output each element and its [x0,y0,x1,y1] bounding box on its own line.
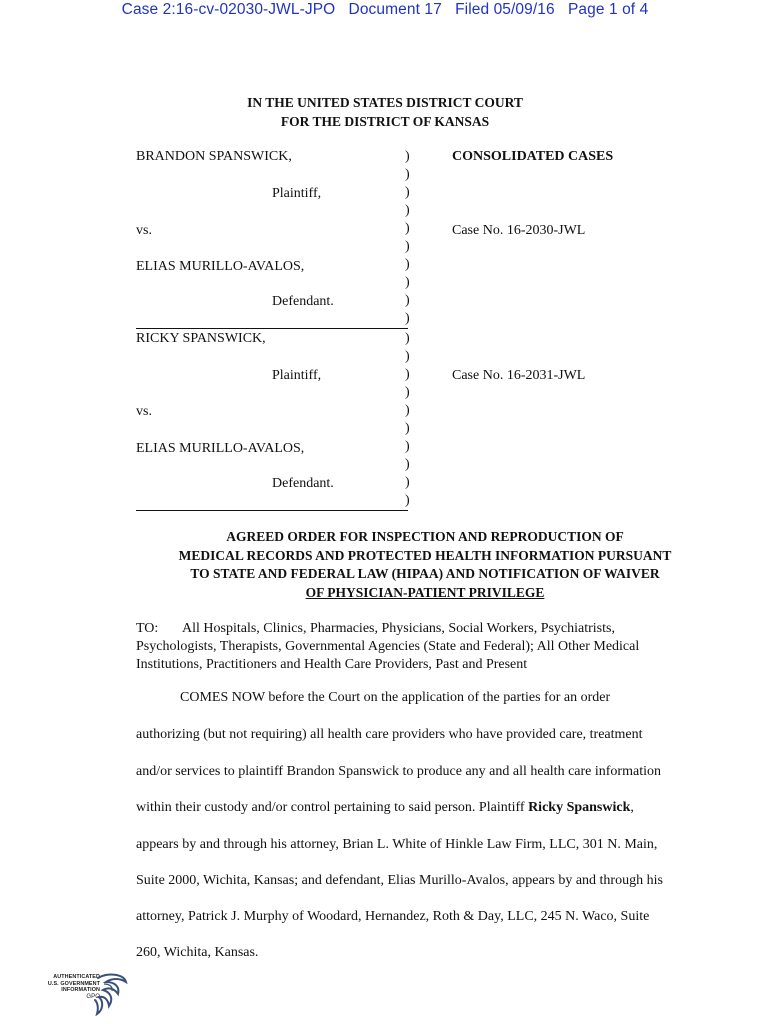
filing-header [0,1,770,19]
caption-paren: ) [405,167,410,182]
case2-plaintiff-role: Plaintiff, [272,368,322,383]
plaintiff-name-bold: Ricky Spanswick [528,800,631,815]
caption-paren: ) [405,239,410,254]
gpo-seal-line-2: U.S. GOVERNMENT [47,980,100,987]
case2-plaintiff-name: RICKY SPANSWICK, [136,331,266,346]
body-line-4-start: within their custody and/or control pertaining to said person. Plaintiff [136,800,529,815]
caption-paren: ) [405,385,410,400]
header-filed: Filed 05/09/16 [455,1,555,18]
header-page: Page 1 of 4 [567,1,649,18]
court-line-2: FOR THE DISTRICT OF KANSAS [280,113,490,129]
case1-defendant-role: Defendant. [272,294,334,309]
caption-paren: ) [405,331,410,346]
gpo-seal-text [40,974,100,1000]
case1-plaintiff-name: BRANDON SPANSWICK, [136,149,292,164]
body-line-2: authorizing (but not requiring) all health care providers who have provided care, treatment [136,727,643,742]
gpo-authentication-seal [40,972,130,1016]
body-line-1: COMES NOW before the Court on the application of the parties for an order [180,690,611,705]
order-title-line-2: MEDICAL RECORDS AND PROTECTED HEALTH INFORMATION PURSUANT [178,547,672,563]
caption-paren: ) [405,349,410,364]
gpo-seal-line-3: INFORMATION [61,987,100,994]
body-line-4 [136,800,634,816]
body-line-4-end: , [630,800,634,815]
case2-vs: vs. [136,404,152,419]
to-block [136,620,696,674]
caption-paren: ) [405,493,410,508]
court-heading [0,94,770,131]
order-title-line-4: OF PHYSICIAN-PATIENT PRIVILEGE [305,584,545,600]
caption-paren: ) [405,457,410,472]
caption-paren: ) [405,293,410,308]
caption-paren: ) [405,275,410,290]
case1-vs: vs. [136,223,152,238]
body-line-5: appears by and through his attorney, Brian L. White of Hinkle Law Firm, LLC, 301 N. Main, [136,837,658,852]
gpo-seal-line-4: GPO [86,993,100,1000]
to-line-2: Psychologists, Therapists, Governmental Agencies (State and Federal); All Other Medical [136,639,640,654]
consolidated-cases-label: CONSOLIDATED CASES [452,149,614,164]
order-title [0,528,770,602]
caption-paren: ) [405,149,410,164]
case1-defendant-name: ELIAS MURILLO-AVALOS, [136,259,305,274]
caption-paren: ) [405,439,410,454]
caption-paren: ) [405,403,410,418]
case1-plaintiff-role: Plaintiff, [272,186,322,201]
caption-paren: ) [405,257,410,272]
caption-paren: ) [405,421,410,436]
caption-paren: ) [405,185,410,200]
body-line-3: and/or services to plaintiff Brandon Spanswick to produce any and all health care information [136,764,661,779]
body-line-6: Suite 2000, Wichita, Kansas; and defendant, Elias Murillo-Avalos, appears by and through his [136,873,663,888]
caption-paren: ) [405,475,410,490]
case1-caption-rule [136,328,408,329]
case-number-1: Case No. 16-2030-JWL [452,223,586,238]
case2-defendant-name: ELIAS MURILLO-AVALOS, [136,441,305,456]
to-label: TO: [136,621,159,636]
caption-paren: ) [405,367,410,382]
case2-caption-rule [136,510,408,511]
case-number-2: Case No. 16-2031-JWL [452,368,586,383]
eagle-icon [94,972,130,1016]
caption-paren: ) [405,311,410,326]
caption-paren: ) [405,221,410,236]
gpo-seal-line-1: AUTHENTICATED [53,974,100,980]
header-case-number: Case 2:16-cv-02030-JWL-JPO [121,1,336,18]
order-title-line-3: TO STATE AND FEDERAL LAW (HIPAA) AND NOTIFICATION OF WAIVER [190,566,660,581]
case2-defendant-role: Defendant. [272,476,334,491]
to-line-1: All Hospitals, Clinics, Pharmacies, Physicians, Social Workers, Psychiatrists, [182,621,615,636]
caption-paren: ) [405,203,410,218]
order-title-line-1: AGREED ORDER FOR INSPECTION AND REPRODUCTION OF [226,529,624,544]
court-line-1: IN THE UNITED STATES DISTRICT COURT [247,95,523,110]
body-line-7: attorney, Patrick J. Murphy of Woodard, Hernandez, Roth & Day, LLC, 245 N. Waco, Suite [136,909,650,924]
to-line-3: Institutions, Practitioners and Health Care Providers, Past and Present [136,657,528,672]
body-line-8: 260, Wichita, Kansas. [136,945,259,960]
header-document: Document 17 [348,1,442,18]
